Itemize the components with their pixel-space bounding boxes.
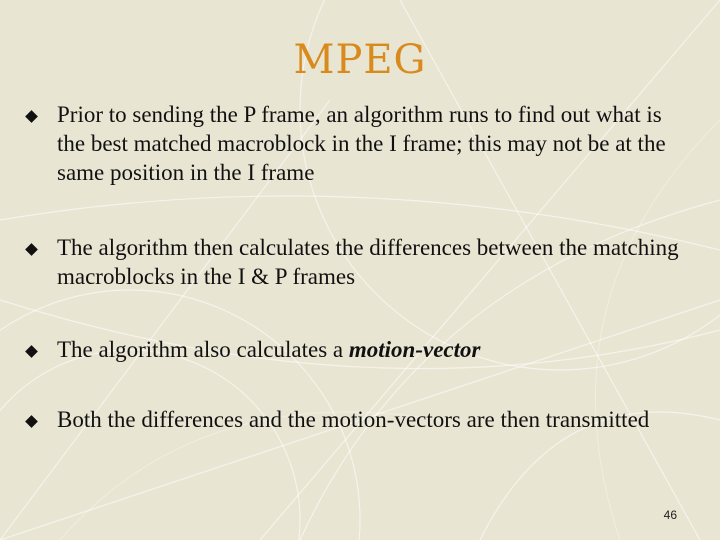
- slide-title: MPEG: [293, 37, 427, 83]
- page-number: 46: [663, 508, 677, 522]
- bullet-text: Both the differences and the motion-vectors are then transmitted: [57, 407, 650, 432]
- bullet-text-plain: The algorithm also calculates a: [57, 337, 349, 362]
- bullet-text: The algorithm then calculates the differences between the matching macroblocks in the I & P frames: [57, 235, 679, 289]
- bullet-text: Prior to sending the P frame, an algorithm runs to find out what is the best matched macroblock in the I frame; this may not be at the same position in the I frame: [57, 102, 666, 185]
- bullet-text: [57, 335, 687, 364]
- emphasized-term: motion-vector: [348, 337, 481, 362]
